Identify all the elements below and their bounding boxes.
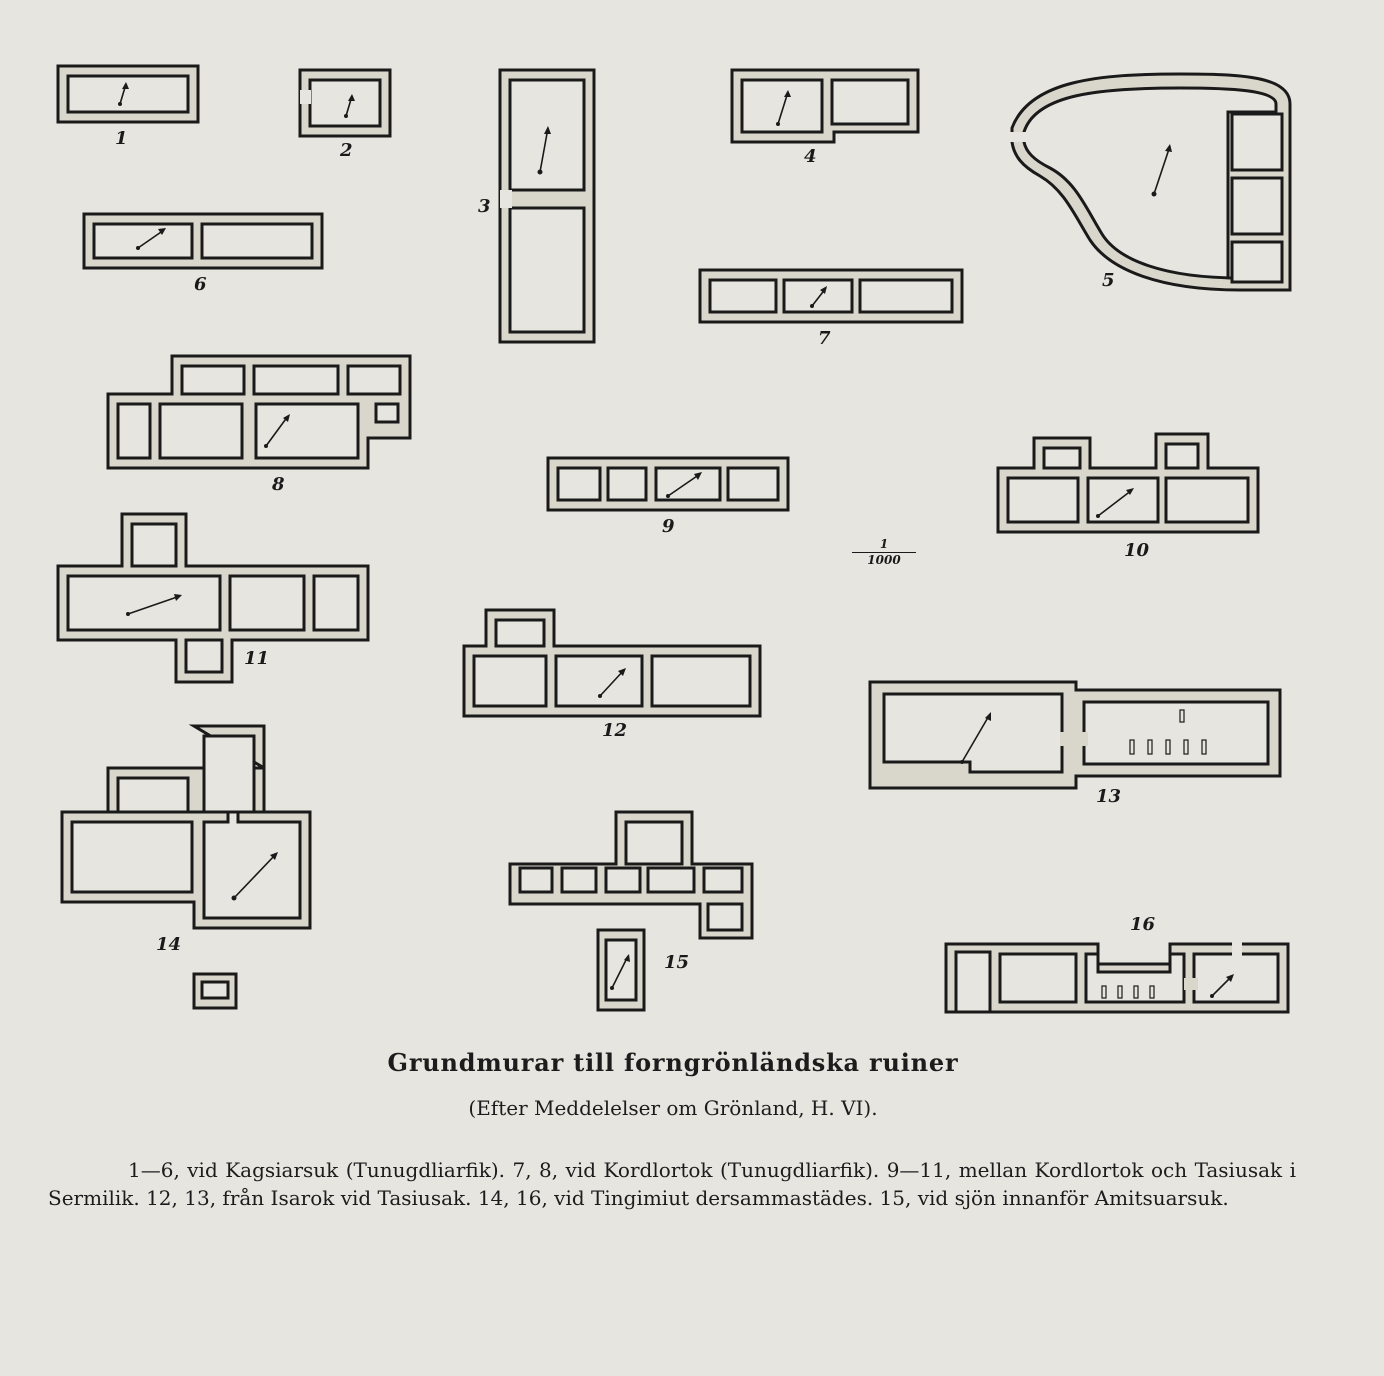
ruin-plan-7 bbox=[700, 270, 962, 322]
plan-number-8: 8 bbox=[272, 474, 285, 495]
plan-number-10: 10 bbox=[1124, 540, 1150, 561]
ruin-plan-5 bbox=[1008, 74, 1290, 290]
plan-number-15: 15 bbox=[664, 952, 690, 973]
scale-label bbox=[852, 538, 916, 567]
ruin-plan-11 bbox=[58, 514, 368, 682]
plan-number-7: 7 bbox=[818, 328, 831, 349]
plan-number-3: 3 bbox=[478, 196, 491, 217]
ruin-plan-2 bbox=[300, 70, 390, 136]
ruin-plan-6 bbox=[84, 214, 322, 268]
ruin-plan-3 bbox=[500, 70, 594, 342]
ruin-plan-16 bbox=[946, 940, 1288, 1012]
plan-number-6: 6 bbox=[194, 274, 207, 295]
ruin-plan-12 bbox=[464, 610, 760, 716]
ruin-plan-9 bbox=[548, 458, 788, 510]
plan-number-14: 14 bbox=[156, 934, 182, 955]
plan-number-5: 5 bbox=[1102, 270, 1115, 291]
plan-number-12: 12 bbox=[602, 720, 628, 741]
figure-caption-text: 1—6, vid Kagsiarsuk (Tunugdliarfik). 7, 8, vid Kordlortok (Tunugdliarfik). 9—11, mellan Kordlortok och Tasiusak i Sermilik. 12, 13, från Isarok vid Tasiusak. 14, 16, vid Tingimiut dersammastädes. 15, vid sjön innanför Amitsuarsuk. bbox=[48, 1158, 1296, 1210]
ruin-plan-15 bbox=[510, 812, 752, 1010]
plan-number-4: 4 bbox=[804, 146, 817, 167]
plan-number-2: 2 bbox=[340, 140, 353, 161]
ruin-plan-1 bbox=[58, 66, 198, 122]
scale-numerator: 1 bbox=[879, 537, 889, 551]
plan-number-16: 16 bbox=[1130, 914, 1156, 935]
figure-title: Grundmurar till forngrönländska ruiner bbox=[387, 1048, 959, 1077]
ruin-plan-10 bbox=[998, 434, 1258, 532]
ruin-plan-14 bbox=[62, 726, 310, 1008]
plan-number-13: 13 bbox=[1096, 786, 1122, 807]
scale-denominator: 1000 bbox=[867, 553, 901, 567]
plan-number-9: 9 bbox=[662, 516, 675, 537]
plan-number-11: 11 bbox=[244, 648, 270, 669]
ruin-plan-8 bbox=[108, 356, 410, 468]
ruin-plan-13 bbox=[870, 682, 1280, 788]
ruin-plan-4 bbox=[732, 70, 918, 142]
plan-number-1: 1 bbox=[115, 128, 128, 149]
figure-source: (Efter Meddelelser om Grönland, H. VI). bbox=[468, 1096, 878, 1120]
